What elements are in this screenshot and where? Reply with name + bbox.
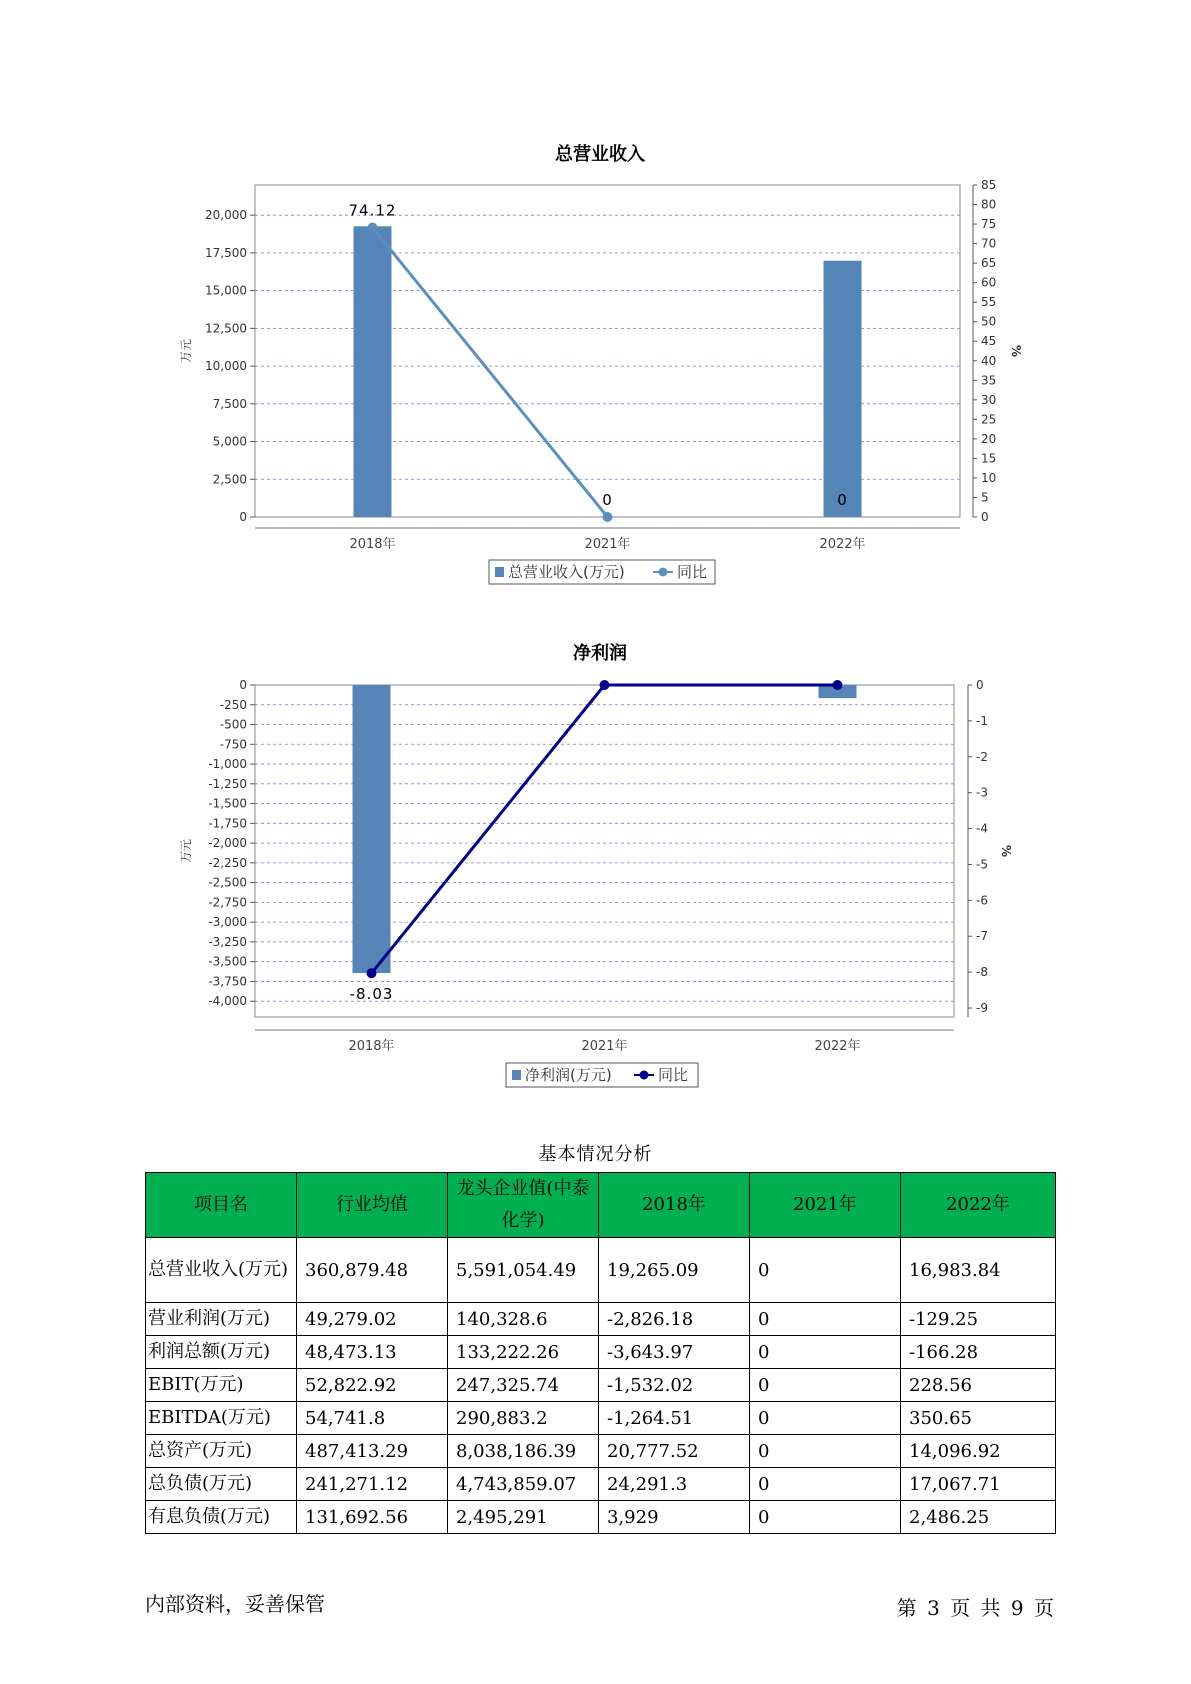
- y-tick-label: -1,250: [208, 776, 247, 791]
- y2-axis-label: %: [999, 844, 1013, 858]
- legend-bar-swatch: [512, 1070, 521, 1080]
- legend-line-label: 同比: [658, 1066, 689, 1084]
- header-cell: 2018年: [599, 1173, 750, 1238]
- y2-tick-label: 5: [981, 490, 989, 505]
- y2-tick-label: 10: [981, 470, 997, 485]
- value-cell: 19,265.09: [599, 1238, 750, 1303]
- y-tick-label: -2,750: [208, 895, 247, 910]
- table-row: [146, 1501, 1056, 1534]
- value-cell: 0: [750, 1369, 901, 1402]
- value-cell: 49,279.02: [297, 1303, 448, 1336]
- value-cell: 52,822.92: [297, 1369, 448, 1402]
- value-cell: 8,038,186.39: [448, 1435, 599, 1468]
- value-cell: -1,264.51: [599, 1402, 750, 1435]
- y2-tick-label: -3: [976, 785, 988, 800]
- header-cell: 2022年: [901, 1173, 1056, 1238]
- value-cell: 487,413.29: [297, 1435, 448, 1468]
- y2-tick-label: 65: [981, 256, 997, 271]
- y-tick-label: -2,250: [208, 855, 247, 870]
- value-cell: 290,883.2: [448, 1402, 599, 1435]
- value-cell: -129.25: [901, 1303, 1056, 1336]
- x-tick-label: 2018年: [348, 1039, 395, 1054]
- y-tick-label: -1,500: [208, 796, 247, 811]
- row-label-cell: 总营业收入(万元): [146, 1238, 297, 1303]
- legend-bar-label: 总营业收入(万元): [508, 563, 625, 581]
- y2-tick-label: 20: [981, 431, 997, 446]
- header-cell: 2021年: [750, 1173, 901, 1238]
- revenue-chart: [0, 130, 1191, 600]
- y-tick-label: -3,000: [208, 915, 247, 930]
- y2-tick-label: 25: [981, 412, 997, 427]
- y-tick-label: -4,000: [208, 994, 247, 1009]
- basic-analysis-table: [145, 1172, 1056, 1534]
- value-cell: 131,692.56: [297, 1501, 448, 1534]
- y-tick-label: -500: [219, 717, 247, 732]
- page-number: 第 3 页 共 9 页: [896, 1596, 1054, 1620]
- table-row: [146, 1402, 1056, 1435]
- row-label-cell: 营业利润(万元): [146, 1303, 297, 1336]
- value-cell: 0: [750, 1336, 901, 1369]
- x-tick-label: 2022年: [819, 537, 866, 552]
- legend-line-label: 同比: [677, 563, 708, 581]
- legend-line-marker: [659, 568, 668, 577]
- value-cell: -166.28: [901, 1336, 1056, 1369]
- y2-tick-label: -9: [976, 1001, 988, 1016]
- value-cell: 5,591,054.49: [448, 1238, 599, 1303]
- table-row: [146, 1435, 1056, 1468]
- value-cell: 0: [750, 1303, 901, 1336]
- y2-tick-label: -2: [976, 749, 988, 764]
- row-label-cell: 总资产(万元): [146, 1435, 297, 1468]
- confidential-note: 内部资料，妥善保管: [145, 1592, 325, 1616]
- value-cell: 24,291.3: [599, 1468, 750, 1501]
- row-label-cell: 利润总额(万元): [146, 1336, 297, 1369]
- value-cell: 14,096.92: [901, 1435, 1056, 1468]
- value-cell: 0: [750, 1468, 901, 1501]
- header-cell: 项目名: [146, 1173, 297, 1238]
- x-tick-label: 2021年: [581, 1039, 628, 1054]
- y-tick-label: 17,500: [205, 245, 247, 260]
- y-tick-label: 7,500: [212, 396, 247, 411]
- value-cell: 247,325.74: [448, 1369, 599, 1402]
- value-cell: -1,532.02: [599, 1369, 750, 1402]
- y-tick-label: 2,500: [212, 472, 247, 487]
- value-cell: 54,741.8: [297, 1402, 448, 1435]
- y2-tick-label: 35: [981, 373, 997, 388]
- yoy-point: [367, 968, 377, 978]
- y-tick-label: 20,000: [205, 208, 247, 223]
- row-label-cell: EBIT(万元): [146, 1369, 297, 1402]
- value-cell: 17,067.71: [901, 1468, 1056, 1501]
- y2-tick-label: 0: [981, 510, 989, 524]
- value-cell: 241,271.12: [297, 1468, 448, 1501]
- header-cell: 龙头企业值(中泰化学): [448, 1173, 599, 1238]
- value-cell: 360,879.48: [297, 1238, 448, 1303]
- y-tick-label: -1,000: [208, 757, 247, 772]
- y2-tick-label: -5: [976, 857, 988, 872]
- y2-tick-label: -1: [976, 713, 988, 728]
- y2-axis-label: %: [1009, 344, 1023, 358]
- y2-tick-label: 55: [981, 295, 997, 310]
- y2-tick-label: 45: [981, 334, 997, 349]
- y2-tick-label: -7: [976, 929, 988, 944]
- y-tick-label: -750: [219, 737, 247, 752]
- y2-tick-label: 15: [981, 451, 997, 466]
- data-label: 0: [837, 491, 848, 509]
- value-cell: 133,222.26: [448, 1336, 599, 1369]
- data-label: -8.03: [349, 985, 394, 1004]
- table-row: [146, 1303, 1056, 1336]
- table-caption: 基本情况分析: [538, 1144, 653, 1165]
- y2-tick-label: 85: [981, 178, 997, 192]
- value-cell: 2,495,291: [448, 1501, 599, 1534]
- x-tick-label: 2022年: [814, 1039, 861, 1054]
- chart-title: 总营业收入: [555, 144, 645, 165]
- row-label-cell: EBITDA(万元): [146, 1402, 297, 1435]
- x-tick-label: 2021年: [584, 537, 631, 552]
- y2-tick-label: 70: [981, 236, 997, 251]
- y-tick-label: 15,000: [205, 283, 247, 298]
- value-cell: 350.65: [901, 1402, 1056, 1435]
- y-tick-label: -3,500: [208, 954, 247, 969]
- value-cell: 140,328.6: [448, 1303, 599, 1336]
- value-cell: -2,826.18: [599, 1303, 750, 1336]
- y2-tick-label: 60: [981, 275, 997, 290]
- value-cell: 4,743,859.07: [448, 1468, 599, 1501]
- value-cell: 48,473.13: [297, 1336, 448, 1369]
- y-tick-label: 5,000: [212, 434, 247, 449]
- yoy-point: [600, 680, 610, 690]
- data-label: 74.12: [348, 201, 397, 220]
- legend-line-marker: [640, 1071, 649, 1080]
- header-cell: 行业均值: [297, 1173, 448, 1238]
- table-row: [146, 1369, 1056, 1402]
- y2-tick-label: -6: [976, 893, 988, 908]
- y-axis-label: 万元: [179, 338, 193, 364]
- yoy-point: [833, 680, 843, 690]
- y-tick-label: 12,500: [205, 321, 247, 336]
- yoy-point: [603, 512, 613, 522]
- row-label-cell: 总负债(万元): [146, 1468, 297, 1501]
- data-label: 0: [602, 491, 613, 509]
- value-cell: 2,486.25: [901, 1501, 1056, 1534]
- bar: [354, 226, 392, 517]
- table-row: [146, 1336, 1056, 1369]
- net-profit-chart: [0, 630, 1191, 1100]
- y-tick-label: -2,500: [208, 875, 247, 890]
- table-row: [146, 1468, 1056, 1501]
- value-cell: 0: [750, 1435, 901, 1468]
- y2-tick-label: 75: [981, 217, 997, 232]
- y2-tick-label: 50: [981, 314, 997, 329]
- y2-tick-label: 80: [981, 197, 997, 212]
- table-header-row: [146, 1173, 1056, 1238]
- bar: [353, 685, 391, 973]
- y-tick-label: -3,250: [208, 934, 247, 949]
- chart-title: 净利润: [573, 643, 627, 664]
- y-axis-label: 万元: [179, 838, 193, 864]
- value-cell: 228.56: [901, 1369, 1056, 1402]
- bar: [824, 261, 862, 517]
- y2-tick-label: 40: [981, 353, 997, 368]
- value-cell: 3,929: [599, 1501, 750, 1534]
- value-cell: 0: [750, 1238, 901, 1303]
- table-row: [146, 1238, 1056, 1303]
- value-cell: 0: [750, 1501, 901, 1534]
- y-tick-label: -2,000: [208, 836, 247, 851]
- y-tick-label: 10,000: [205, 359, 247, 374]
- yoy-point: [368, 222, 378, 232]
- y2-tick-label: -4: [976, 821, 988, 836]
- legend-bar-label: 净利润(万元): [525, 1066, 612, 1084]
- y-tick-label: 0: [239, 510, 247, 524]
- row-label-cell: 有息负债(万元): [146, 1501, 297, 1534]
- y-tick-label: -1,750: [208, 816, 247, 831]
- y2-tick-label: -8: [976, 965, 988, 980]
- value-cell: 20,777.52: [599, 1435, 750, 1468]
- value-cell: 0: [750, 1402, 901, 1435]
- x-tick-label: 2018年: [349, 537, 396, 552]
- y-tick-label: -250: [219, 697, 247, 712]
- y-tick-label: -3,750: [208, 974, 247, 989]
- y-tick-label: 0: [239, 678, 247, 692]
- legend-bar-swatch: [495, 567, 504, 577]
- y2-tick-label: 30: [981, 392, 997, 407]
- value-cell: -3,643.97: [599, 1336, 750, 1369]
- value-cell: 16,983.84: [901, 1238, 1056, 1303]
- y2-tick-label: 0: [976, 678, 984, 692]
